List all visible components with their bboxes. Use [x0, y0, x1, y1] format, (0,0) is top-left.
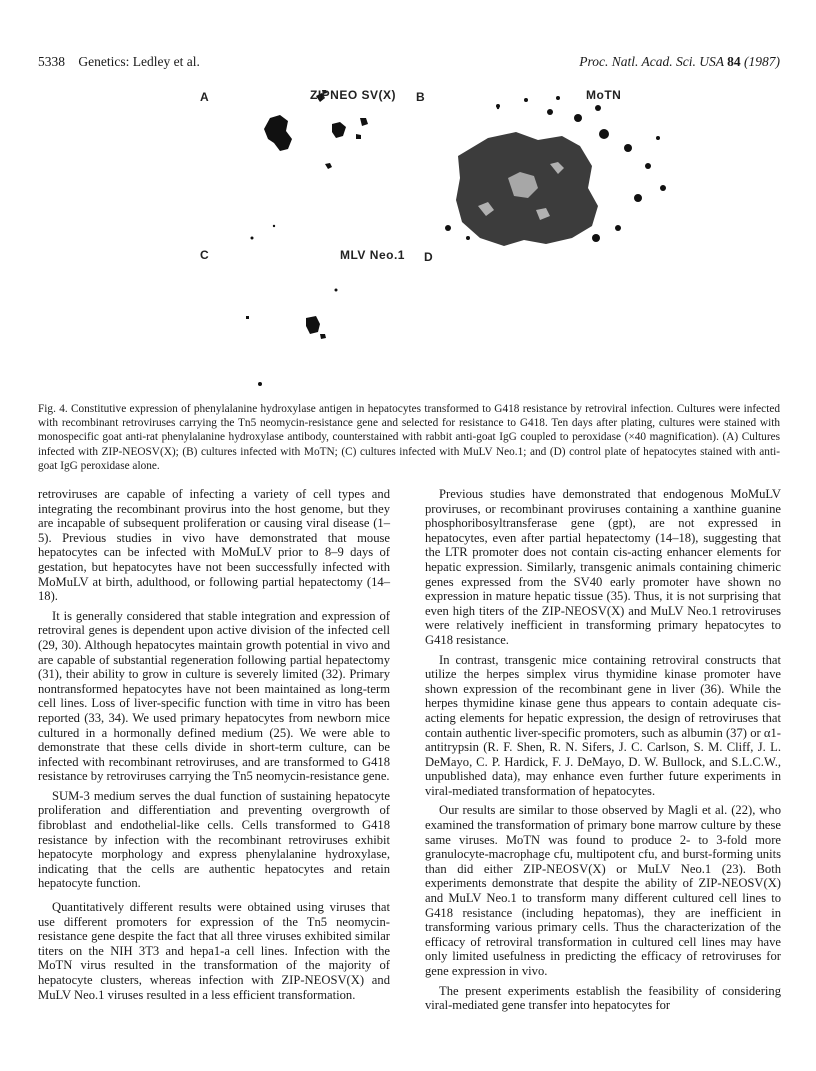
- running-header-left: [38, 54, 200, 70]
- figure-4: [38, 78, 780, 396]
- micrograph-panels: [38, 78, 780, 396]
- body-paragraph: Our results are similar to those observed by Magli et al. (22), who examined the transformation of primary bone marrow culture by these same viruses. MoTN was found to produce 2- to 3-fold more granulocyte-macrophage cfu, multipotent cfu, and burst-forming units than did either ZIP-NEOSV(X) or MuLV Neo.1 (23). Both experiments demonstrate that despite the ability of ZIP-NEOSV(X) and MuLV Neo.1 to transform many different cultured cell lines to G418 resistance (including hepatomas), they are inefficient in transforming various primary cells. Thus the characterization of the efficacy of retroviral transformation in cultured cell lines may have only limited usefulness in predicting the efficacy of retroviruses for gene expression in vivo.: [425, 803, 781, 978]
- panel-label-c: C: [200, 248, 210, 262]
- label-mlv-neo: MLV Neo.1: [340, 248, 405, 262]
- label-zipneo: ZIPNEO SV(X): [310, 88, 397, 102]
- body-paragraph: In contrast, transgenic mice containing retroviral constructs that utilize the herpes simplex virus thymidine kinase promoter have shown expression of the recombinant gene in liver (36). While the herpes thymidine kinase gene thus appears to contain adequate cis-acting elements for hepatic expression, the design of retroviruses that contain authentic liver-specific promoters, such as albumin (37) or α1-antitrypsin (R. F. Shen, R. N. Sifers, J. C. Carlson, S. M. Cliff, J. L. DeMayo, C. P. Hardick, F. J. DeMayo, D. W. Bullock, and S.L.C.W., unpublished data), may enhance even further future experiments in viral-mediated transformation of hepatocytes.: [425, 652, 781, 798]
- panel-b-cells: [445, 96, 666, 246]
- body-paragraph: It is generally considered that stable integration and expression of retroviral genes is dependent upon active division of the infected cell (29, 30). Although hepatocytes maintain growth potential in vivo and are capable of substantial regeneration following partial hepatectomy (31), their ability to grow in culture is severely limited (32). Primary nontransformed hepatocytes have not been maintained as long-term cell lines. Loss of liver-specific function with time in vitro has been reported (33, 34). We used primary hepatocytes from newborn mice cultured in a hormonally defined medium (25). We were able to demonstrate that these cells divide in short-term culture, can be infected with recombinant retroviruses, and are transformed to G418 resistance by retroviruses carrying the Tn5 neomycin-resistance gene.: [38, 608, 390, 784]
- label-motn: MoTN: [586, 88, 622, 102]
- panel-label-a: A: [200, 90, 210, 104]
- page-number: 5338: [38, 54, 65, 69]
- right-column: [425, 487, 781, 1018]
- body-paragraph: retroviruses are capable of infecting a variety of cell types and integrating the recombinant provirus into the host genome, but they are incapable of subsequent proliferation or causing viral disease (1–5). Previous studies in vivo have demonstrated that mouse hepatocytes can be infected with MoMuLV prior to 8–9 days of gestation, but hepatocytes have not been successfully infected with MoMuLV at birth, adulthood, or following partial hepatectomy (14–18).: [38, 487, 390, 604]
- panel-label-d: D: [424, 250, 434, 264]
- journal-name: Proc. Natl. Acad. Sci. USA: [579, 54, 724, 69]
- running-header-right: [579, 54, 780, 70]
- body-paragraph: Previous studies have demonstrated that endogenous MoMuLV proviruses, or recombinant proviruses containing a xanthine guanine phosphoribosyltransferase gene (gpt), are not expressed in hepatocytes, even after partial hepatectomy (14–18), suggesting that the LTR promoter does not contain cis-acting enhancer elements for hepatic expression. Similarly, transgenic animals containing chimeric genes expressed from the SV40 early promoter have shown no expression in mature hepatic tissue (35). Thus, it is not surprising that even high titers of the ZIP-NEOSV(X) and MuLV Neo.1 retroviruses were relatively inefficient in transforming primary hepatocytes to G418 resistance.: [425, 487, 781, 647]
- journal-year: (1987): [744, 54, 780, 69]
- journal-volume: 84: [727, 54, 741, 69]
- figure-caption: Fig. 4. Constitutive expression of phenylalanine hydroxylase antigen in hepatocytes transformed to G418 resistance by retroviral infection. Cultures were infected with recombinant retroviruses carrying the Tn5 neomycin-resistance gene and selected for resistance to G418. Ten days after plating, cultures were stained with monospecific goat anti-rat phenylalanine hydroxylase antibody, counterstained with rabbit anti-goat IgG coupled to peroxidase (×40 magnification). (A) Cultures infected with ZIP-NEOSV(X); (B) cultures infected with MoTN; (C) cultures infected with MuLV Neo.1; and (D) control plate of hepatocytes stained with anti-goat IgG peroxidase alone.: [38, 403, 780, 472]
- body-paragraph: SUM-3 medium serves the dual function of sustaining hepatocyte proliferation and differentiation and preventing overgrowth of fibroblast and endothelial-like cells. Cells transformed to G418 resistance by infection with the recombinant retroviruses exhibit hepatocyte morphology and express phenylalanine hydroxylase, indicating that the cells are authentic hepatocytes and retain hepatocyte function.: [38, 788, 390, 891]
- left-column: [38, 487, 390, 1007]
- section-label: Genetics: Ledley et al.: [78, 54, 200, 69]
- body-paragraph: The present experiments establish the feasibility of considering viral-mediated gene transfer into hepatocytes for: [425, 983, 781, 1013]
- panel-label-b: B: [416, 90, 426, 104]
- body-paragraph: Quantitatively different results were obtained using viruses that use different promoters for expression of the Tn5 neomycin-resistance gene despite the fact that all three viruses exhibited similar titers on the NIH 3T3 and hepa1-a cell lines. Infection with the MoTN virus resulted in the transformation of the majority of hepatocyte clusters, whereas infection with ZIP-NEOSV(X) and MuLV Neo.1 viruses resulted in a less efficient transformation.: [38, 900, 390, 1002]
